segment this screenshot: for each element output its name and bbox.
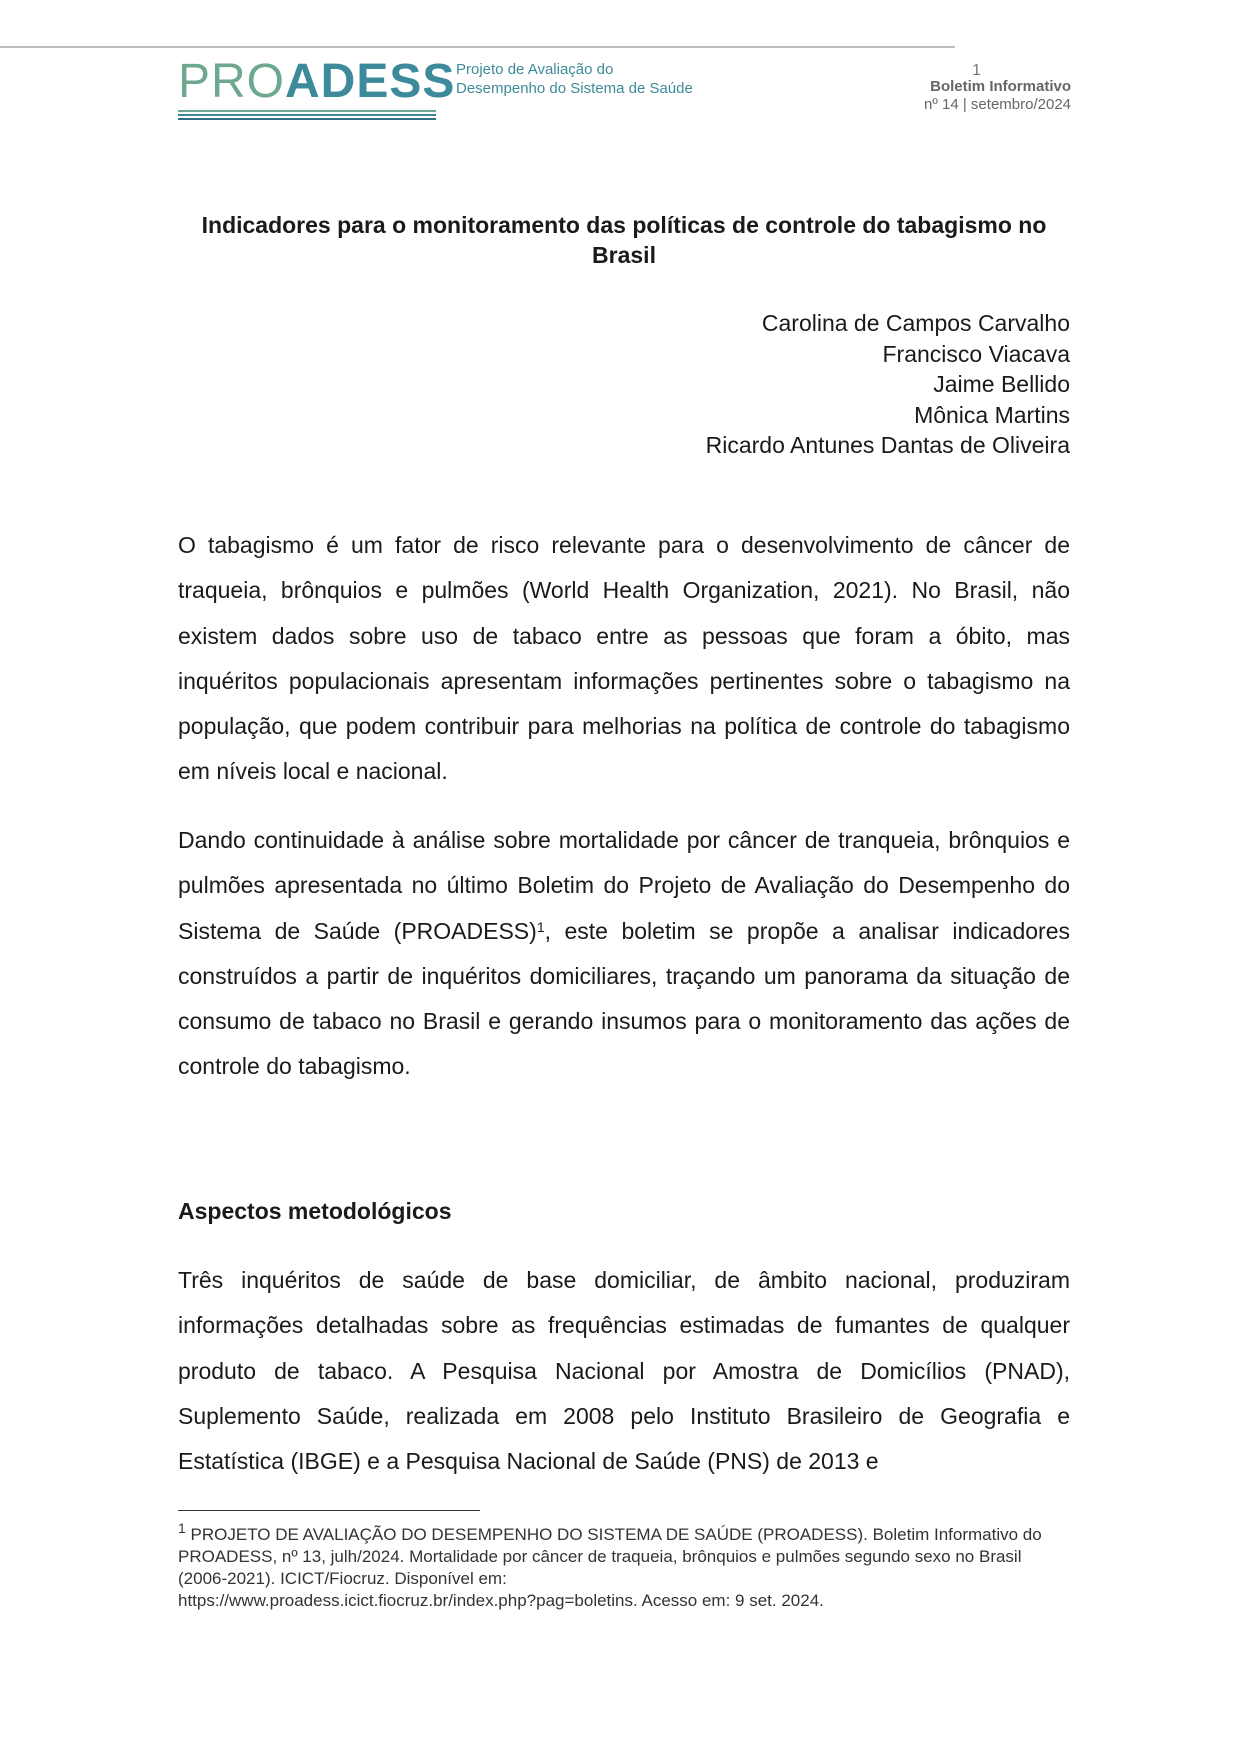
header-meta — [924, 64, 1071, 114]
paragraph-context-text: Dando continuidade à análise sobre mortalidade por câncer de tranqueia, brônquios e pulmões apresentada no último Boletim do Projeto de Avaliação do Desempenho do Sistema de Saúde (PROADESS) — [178, 827, 1070, 944]
author: Carolina de Campos Carvalho — [761, 310, 1070, 336]
paragraph-methods: Três inquéritos de saúde de base domiciliar, de âmbito nacional, produziram informações detalhadas sobre as frequências estimadas de fumantes de qualquer produto de tabaco. A Pesquisa Nacional por Amostra de Domicílios (PNAD), Suplemento Saúde, realizada em 2008 pelo Instituto Brasileiro de Geografia e Estatística (IBGE) e a Pesquisa Nacional de Saúde (PNS) de 2013 e — [178, 1267, 1070, 1475]
bulletin-label: Boletim Informativo — [930, 78, 1071, 95]
footnote-body — [178, 1520, 1070, 1590]
page-number: 1 — [972, 62, 981, 79]
logo-stripes — [178, 110, 436, 122]
logo-subtitle-line2: Desempenho do Sistema de Saúde — [456, 80, 693, 97]
logo-subtitle-line1: Projeto de Avaliação do — [456, 61, 614, 78]
issue-info: nº 14 | setembro/2024 — [924, 96, 1071, 113]
logo-wordmark — [178, 55, 456, 108]
author: Jaime Bellido — [933, 371, 1070, 397]
footnote-ref[interactable]: 1 — [536, 918, 545, 935]
footnote-url[interactable]: https://www.proadess.icict.fiocruz.br/index.php?pag=boletins. Acesso em: 9 set. 2024. — [178, 1591, 824, 1610]
author: Mônica Martins — [914, 401, 1070, 428]
author: Ricardo Antunes Dantas de Oliveira — [705, 432, 1070, 458]
logo-pro: PRO — [178, 55, 286, 108]
logo-subtitle — [456, 60, 693, 98]
paragraph-context-text: , este boletim se propõe a analisar indicadores construídos a partir de inquéritos domiciliares, traçando um panorama da situação de consumo de tabaco no Brasil e gerando insumos para o monitoramento das ações de controle do tabagismo. — [178, 917, 1070, 1080]
footnote-marker: 1 — [178, 1520, 186, 1536]
footnote — [178, 1520, 1070, 1612]
paragraph-intro: O tabagismo é um fator de risco relevante para o desenvolvimento de câncer de traqueia, brônquios e pulmões (World Health Organization, 2021). No Brasil, não existem dados sobre uso de tabaco entre as pessoas que foram a óbito, mas inquéritos populacionais apresentam informações pertinentes sobre o tabagismo na população, que podem contribuir para melhorias na política de controle do tabagismo em níveis local e nacional. — [178, 532, 1070, 785]
header-rule — [0, 46, 955, 48]
document-title: Indicadores para o monitoramento das políticas de controle do tabagismo no Brasil — [201, 212, 1047, 268]
footnote-rule — [178, 1510, 480, 1511]
paragraph-context — [178, 818, 1070, 1090]
logo-adess: ADESS — [285, 55, 456, 108]
footnote-text: PROJETO DE AVALIAÇÃO DO DESEMPENHO DO SISTEMA DE SAÚDE (PROADESS). Boletim Informativo do PROADESS, nº 13, julh/2024. Mortalidade por câncer de traqueia, brônquios e pulmões segundo sexo no Brasil (2006-2021). ICICT/Fiocruz. Disponível em: — [178, 1525, 1042, 1588]
author: Francisco Viacava — [882, 340, 1070, 367]
proadess-logo — [178, 55, 718, 122]
author-list — [178, 308, 1070, 461]
section-heading: Aspectos metodológicos — [178, 1198, 452, 1224]
